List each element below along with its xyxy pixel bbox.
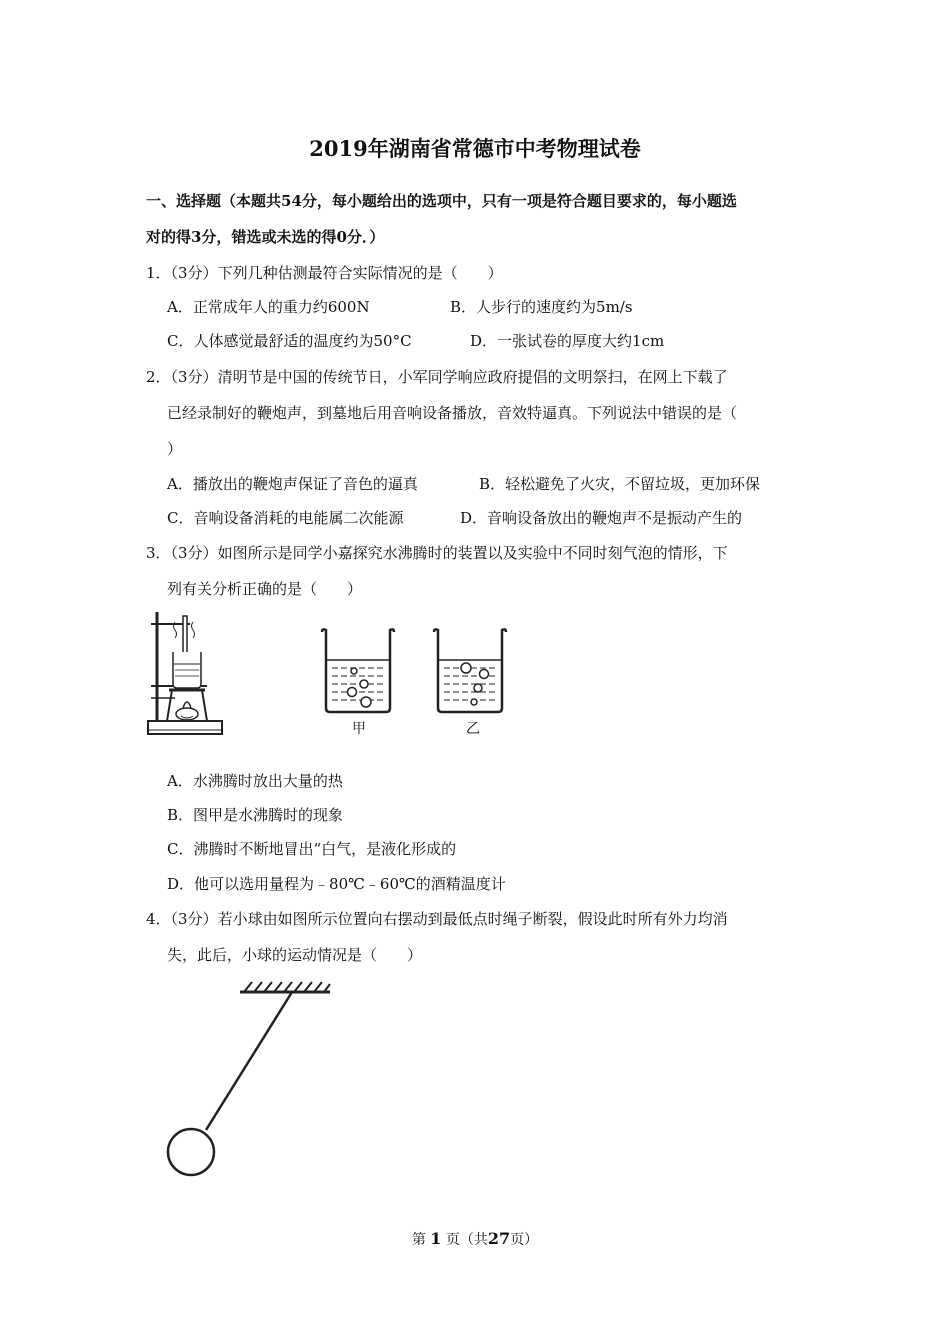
beaker-jia-figure — [318, 626, 400, 718]
q3-stem-line1: 3．（3分）如图所示是同学小嘉探究水沸腾时的装置以及实验中不同时刻气泡的情形，下 — [146, 544, 728, 562]
q3-option-c: C．沸腾时不断地冒出“白气，是液化形成的 — [167, 840, 457, 858]
section-heading-line2: 对的得3分，错选或未选的得0分．） — [146, 228, 385, 246]
q1-stem: 1．（3分）下列几种估测最符合实际情况的是（ ） — [146, 264, 503, 282]
q2-option-a: A．播放出的鞭炮声保证了音色的逼真 — [167, 475, 418, 493]
q1-option-c: C．人体感觉最舒适的温度约为50°C — [167, 332, 412, 350]
footer-middle: 页（共 — [445, 1232, 488, 1248]
beaker-yi-figure — [430, 626, 512, 718]
footer-total-pages: 27 — [487, 1229, 511, 1248]
boiling-apparatus-figure — [145, 608, 235, 743]
q2-option-c: C．音响设备消耗的电能属二次能源 — [167, 509, 404, 527]
q4-stem-line1: 4．（3分）若小球由如图所示位置向右摆动到最低点时绳子断裂，假设此时所有外力均消 — [146, 910, 728, 928]
q2-option-d: D．音响设备放出的鞭炮声不是振动产生的 — [460, 509, 743, 527]
label-yi: 乙 — [466, 721, 480, 737]
page-footer — [0, 1229, 950, 1249]
q3-option-d: D．他可以选用量程为﹣80℃﹣60℃的酒精温度计 — [167, 875, 506, 893]
footer-suffix: 页） — [510, 1232, 539, 1248]
footer-page-number: 1 — [430, 1229, 442, 1248]
q1-option-a: A．正常成年人的重力约600N — [167, 298, 370, 316]
pendulum-figure — [160, 972, 350, 1182]
q2-stem-line3: ） — [167, 440, 183, 458]
page-title: 2019年湖南省常德市中考物理试卷 — [309, 136, 641, 161]
section-heading-line1: 一、选择题（本题共54分，每小题给出的选项中，只有一项是符合题目要求的，每小题选 — [146, 192, 737, 210]
footer-prefix: 第 — [411, 1232, 426, 1248]
q2-stem-line2: 已经录制好的鞭炮声，到墓地后用音响设备播放，音效特逼真。下列说法中错误的是（ — [167, 404, 738, 422]
q3-option-a: A．水沸腾时放出大量的热 — [167, 772, 343, 790]
q2-option-b: B．轻松避免了火灾，不留垃圾，更加环保 — [479, 475, 761, 493]
q3-option-b: B．图甲是水沸腾时的现象 — [167, 806, 344, 824]
q1-option-d: D．一张试卷的厚度大约1cm — [470, 332, 665, 350]
q3-stem-line2: 列有关分析正确的是（ ） — [167, 580, 363, 598]
label-jia: 甲 — [352, 721, 366, 737]
q2-stem-line1: 2．（3分）清明节是中国的传统节日，小军同学响应政府提倡的文明祭扫，在网上下载了 — [146, 368, 728, 386]
q1-option-b: B．人步行的速度约为5m/s — [450, 298, 633, 316]
q4-stem-line2: 失，此后，小球的运动情况是（ ） — [167, 946, 423, 964]
